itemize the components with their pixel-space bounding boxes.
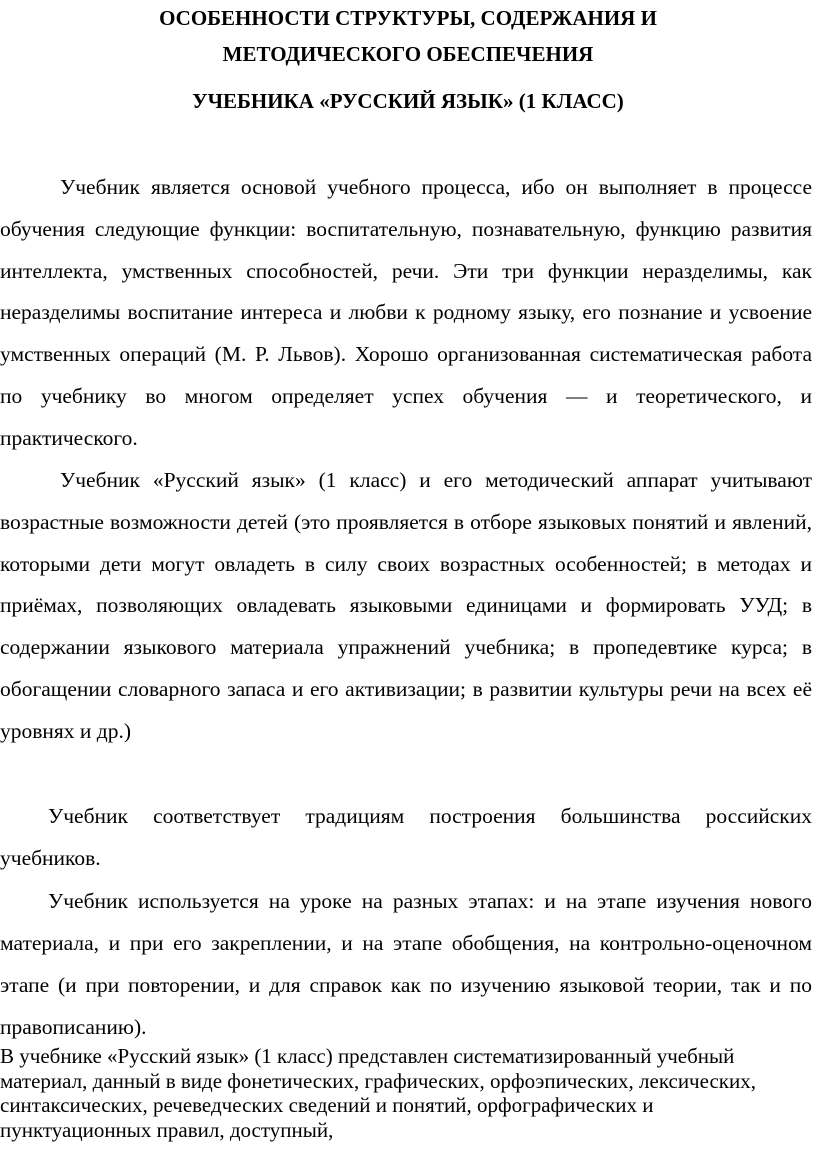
paragraph-textbook-functions: Учебник является основой учебного процесса, ибо он выполняет в процессе обучения следующие функции: воспитательную, познавательную, функцию развития интеллекта, умственных способностей, речи. Эти три функции неразделимы, как неразделимы воспитание интереса и любви к родному языку, его познание и усвоение умственных операций (М. Р. Львов). Хорошо организованная систематическая работа по учебнику во многом определяет успех обучения — и теоретического, и практического. [0, 175, 812, 450]
document-title-line-3: УЧЕБНИКА «РУССКИЙ ЯЗЫК» (1 КЛАСС) [192, 89, 624, 113]
paragraph-usage-stages: Учебник используется на уроке на разных этапах: и на этапе изучения нового материала, и при его закреплении, и на этапе обобщения, на контрольно-оценочном этапе (и при повторении, и для справок как по изучению языковой теории, так и по правописанию). [0, 889, 812, 1039]
document-title-line-1: ОСОБЕННОСТИ СТРУКТУРЫ, СОДЕРЖАНИЯ И [159, 6, 657, 30]
document-title-line-2: МЕТОДИЧЕСКОГО ОБЕСПЕЧЕНИЯ [222, 42, 594, 66]
paragraph-methodical-apparatus: Учебник «Русский язык» (1 класс) и его методический аппарат учитывают возрастные возможности детей (это проявляется в отборе языковых понятий и явлений, которыми дети могут овладеть в силу своих возрастных особенностей; в методах и приёмах, позволяющих овладевать языковыми единицами и формировать УУД; в содержании языкового материала упражнений учебника; в пропедевтике курса; в обогащении словарного запаса и его активизации; в развитии культуры речи на всех её уровнях и др.) [0, 468, 812, 743]
paragraph-systematized-material: В учебнике «Русский язык» (1 класс) представлен систематизированный учебный материал, данный в виде фонетических, графических, орфоэпических, лексических, синтаксических, речеведческих сведений и понятий, орфографических и пунктуационных правил, доступный, [0, 1044, 756, 1142]
paragraph-traditions: Учебник соответствует традициям построения большинства российских учебников. [0, 804, 812, 870]
